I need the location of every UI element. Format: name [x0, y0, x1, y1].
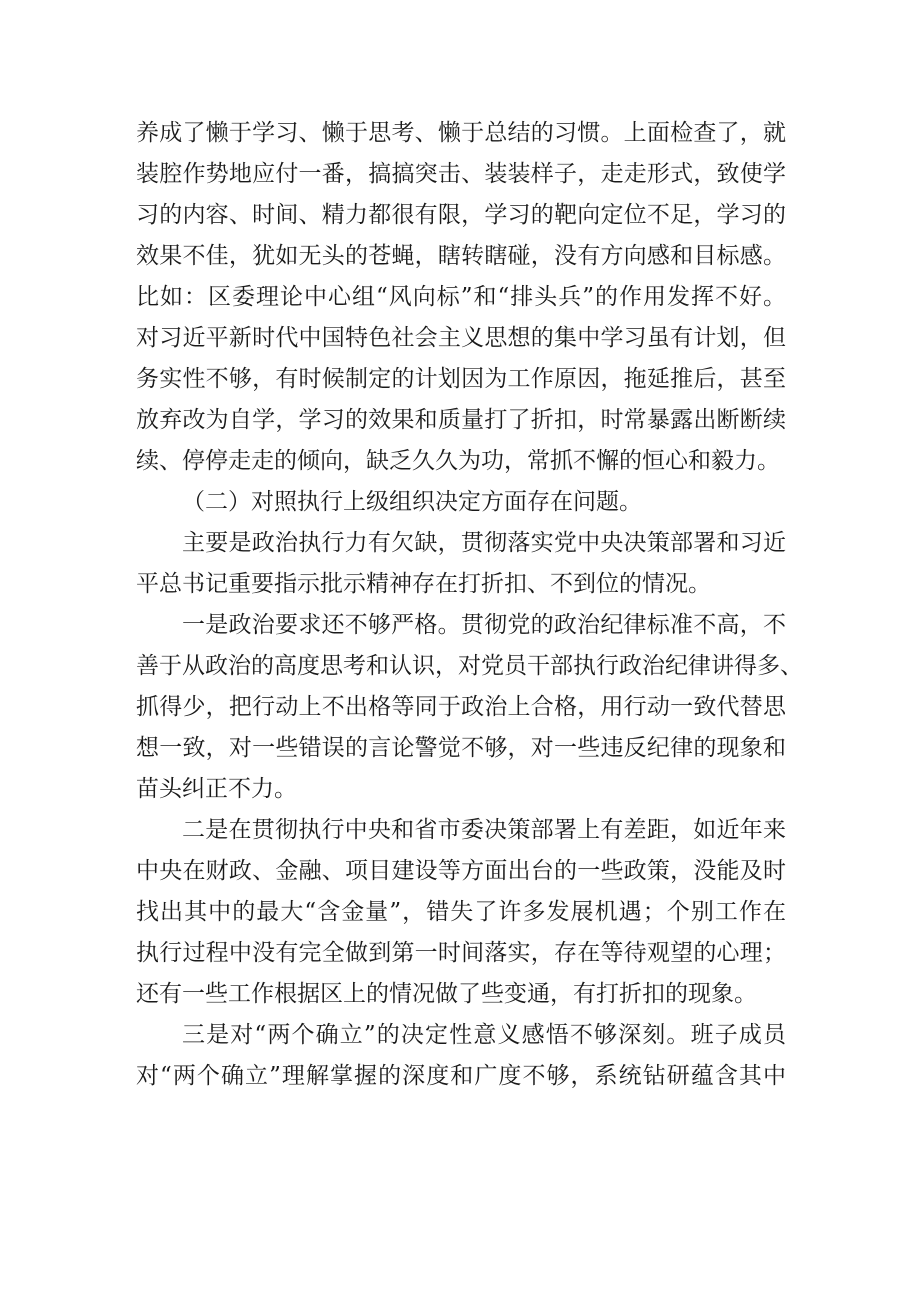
- paragraph-execution-summary: [136, 523, 786, 605]
- text-line: 找出其中的最大“含金量”，错失了许多发展机遇；个别工作在: [136, 899, 786, 925]
- text-line: 主要是政治执行力有欠缺，贯彻落实党中央决策部署和习近: [182, 530, 786, 556]
- paragraph-policy-implementation: [136, 810, 786, 1015]
- paragraph-two-establishments: [136, 1015, 786, 1097]
- text-line: 装腔作势地应付一番，搞搞突击、装装样子，走走形式，致使学: [136, 161, 786, 187]
- document-body: [136, 113, 803, 1097]
- text-line: 效果不佳，犹如无头的苍蝇，瞎转瞎碰，没有方向感和目标感。: [136, 243, 786, 269]
- text-line: 务实性不够，有时候制定的计划因为工作原因，拖延推后，甚至: [136, 366, 786, 392]
- text-line: 养成了懒于学习、懒于思考、懒于总结的习惯。上面检查了，就: [136, 120, 786, 146]
- section-heading-text: （二）对照执行上级组织决定方面存在问题。: [182, 489, 642, 515]
- paragraph-study-habits: [136, 113, 786, 482]
- text-line: 对“两个确立”理解掌握的深度和广度不够，系统钻研蕴含其中: [136, 1063, 786, 1089]
- text-line: 还有一些工作根据区上的情况做了些变通，有打折扣的现象。: [136, 981, 757, 1007]
- text-line: 对习近平新时代中国特色社会主义思想的集中学习虽有计划，但: [136, 325, 786, 351]
- text-line: 一是政治要求还不够严格。贯彻党的政治纪律标准不高，不: [182, 612, 786, 638]
- text-line: 中央在财政、金融、项目建设等方面出台的一些政策，没能及时: [136, 858, 786, 884]
- text-line: 比如：区委理论中心组“风向标”和“排头兵”的作用发挥不好。: [136, 284, 786, 310]
- text-line: 二是在贯彻执行中央和省市委决策部署上有差距，如近年来: [182, 817, 786, 843]
- text-line: 平总书记重要指示批示精神存在打折扣、不到位的情况。: [136, 571, 711, 597]
- text-line: 抓得少，把行动上不出格等同于政治上合格，用行动一致代替思: [136, 694, 786, 720]
- text-line: 苗头纠正不力。: [136, 776, 297, 802]
- text-line: 习的内容、时间、精力都很有限，学习的靶向定位不足，学习的: [136, 202, 786, 228]
- text-line: 放弃改为自学，学习的效果和质量打了折扣，时常暴露出断断续: [136, 407, 786, 433]
- text-line: 善于从政治的高度思考和认识，对党员干部执行政治纪律讲得多、: [136, 653, 803, 679]
- section-heading: [136, 482, 786, 523]
- text-line: 续、停停走走的倾向，缺乏久久为功，常抓不懈的恒心和毅力。: [136, 448, 780, 474]
- text-line: 执行过程中没有完全做到第一时间落实，存在等待观望的心理；: [136, 940, 786, 966]
- text-line: 想一致，对一些错误的言论警觉不够，对一些违反纪律的现象和: [136, 735, 786, 761]
- text-line: 三是对“两个确立”的决定性意义感悟不够深刻。班子成员: [182, 1022, 786, 1048]
- paragraph-political-requirements: [136, 605, 803, 810]
